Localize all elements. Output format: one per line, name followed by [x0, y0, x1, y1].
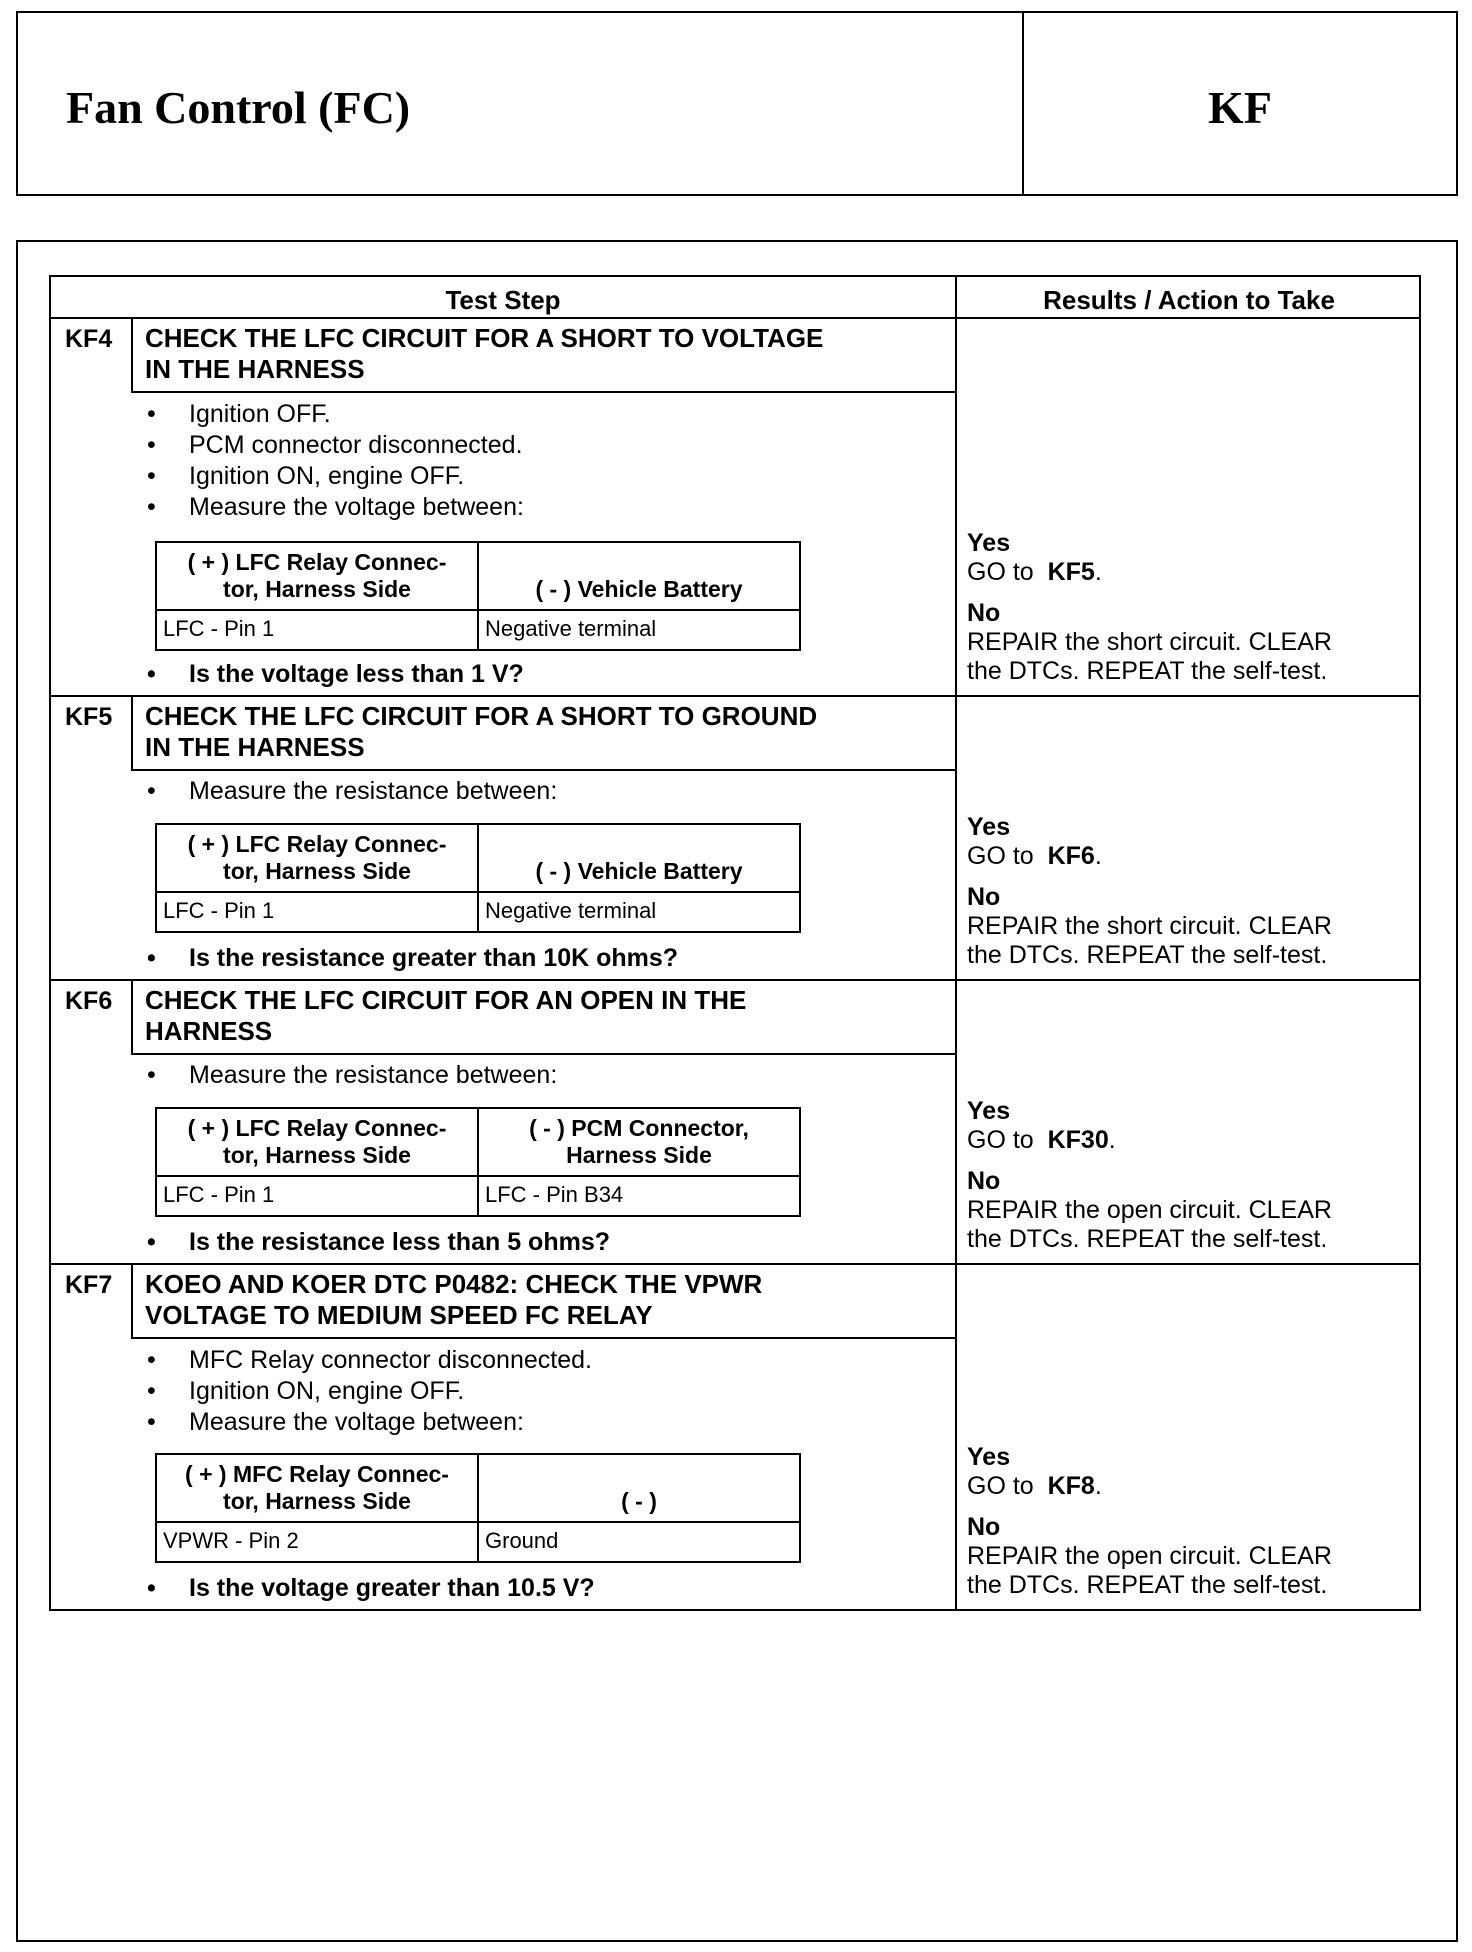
- bullet-item: • Ignition ON, engine OFF.: [147, 462, 465, 490]
- result-no-action: the DTCs. REPEAT the self-test.: [967, 941, 1328, 969]
- meas-value-positive: LFC - Pin 1: [163, 898, 275, 923]
- step-title-line: CHECK THE LFC CIRCUIT FOR AN OPEN IN THE: [145, 985, 747, 1015]
- result-block: [967, 1097, 1332, 1254]
- step-title-line: IN THE HARNESS: [145, 732, 365, 762]
- meas-col-positive: ( + ) LFC Relay Connec- tor, Harness Side: [187, 831, 447, 884]
- result-no-action: REPAIR the open circuit. CLEAR: [967, 1542, 1332, 1570]
- result-no-label: No: [967, 1513, 1001, 1541]
- step-question: • Is the voltage less than 1 V?: [147, 660, 524, 688]
- measurement-table: [155, 1453, 801, 1563]
- bullet-item: • PCM connector disconnected.: [147, 431, 523, 459]
- step-code: KF7: [65, 1271, 113, 1299]
- step-divider: [51, 695, 1419, 697]
- step-question: • Is the resistance less than 5 ohms?: [147, 1228, 610, 1256]
- meas-value-negative: LFC - Pin B34: [485, 1182, 624, 1207]
- result-yes-label: Yes: [967, 813, 1011, 841]
- meas-col-negative: ( - ) Vehicle Battery: [535, 858, 743, 884]
- result-yes-action: GO to KF30.: [967, 1126, 1116, 1154]
- result-no-action: the DTCs. REPEAT the self-test.: [967, 1225, 1328, 1253]
- step-title-line: CHECK THE LFC CIRCUIT FOR A SHORT TO GROUND: [145, 701, 818, 731]
- step-question: • Is the resistance greater than 10K ohms?: [147, 944, 679, 972]
- bullet-item: • Ignition ON, engine OFF.: [147, 1377, 465, 1405]
- meas-col-positive: ( + ) MFC Relay Connec- tor, Harness Side: [185, 1461, 449, 1514]
- result-block: [967, 813, 1332, 970]
- test-step-table: [49, 275, 1421, 1611]
- step-question: • Is the voltage greater than 10.5 V?: [147, 1574, 595, 1602]
- result-no-label: No: [967, 883, 1001, 911]
- result-block: [967, 529, 1332, 686]
- result-yes-action: GO to KF6.: [967, 842, 1102, 870]
- step-title-line: KOEO AND KOER DTC P0482: CHECK THE VPWR: [145, 1269, 763, 1299]
- measurement-table: [155, 823, 801, 933]
- step-code: KF4: [65, 325, 113, 353]
- code-divider: [131, 319, 133, 391]
- step-title-line: IN THE HARNESS: [145, 354, 365, 384]
- result-no-action: the DTCs. REPEAT the self-test.: [967, 657, 1328, 685]
- step-title: [145, 323, 945, 385]
- meas-col-negative: ( - ): [621, 1488, 657, 1514]
- step-divider: [51, 1263, 1419, 1265]
- result-yes-label: Yes: [967, 529, 1011, 557]
- result-yes-action: GO to KF8.: [967, 1472, 1102, 1500]
- meas-value-positive: LFC - Pin 1: [163, 1182, 275, 1207]
- title-divider: [131, 1053, 955, 1055]
- bullet-item: • MFC Relay connector disconnected.: [147, 1346, 592, 1374]
- bullet-item: • Ignition OFF.: [147, 400, 331, 428]
- code-divider: [131, 981, 133, 1053]
- meas-value-negative: Negative terminal: [485, 616, 657, 641]
- meas-col-negative: ( - ) Vehicle Battery: [535, 576, 743, 602]
- measurement-table: [155, 1107, 801, 1217]
- bullet-item: • Measure the voltage between:: [147, 1408, 524, 1436]
- code-divider: [131, 697, 133, 769]
- code-divider: [131, 1265, 133, 1337]
- result-yes-label: Yes: [967, 1443, 1011, 1471]
- page-header: [16, 11, 1458, 196]
- step-title: [145, 701, 945, 763]
- header-row-divider: [51, 317, 1419, 319]
- title-divider: [131, 1337, 955, 1339]
- meas-col-positive: ( + ) LFC Relay Connec- tor, Harness Side: [187, 1115, 447, 1168]
- bullet-item: • Measure the voltage between:: [147, 493, 524, 521]
- meas-col-negative: ( - ) PCM Connector, Harness Side: [529, 1115, 749, 1168]
- meas-value-negative: Negative terminal: [485, 898, 657, 923]
- title-divider: [131, 391, 955, 393]
- page-title: Fan Control (FC): [66, 82, 411, 133]
- title-divider: [131, 769, 955, 771]
- step-divider: [51, 979, 1419, 981]
- step-title: [145, 985, 945, 1047]
- bullet-item: • Measure the resistance between:: [147, 1061, 558, 1089]
- result-no-label: No: [967, 1167, 1001, 1195]
- result-yes-action: GO to KF5.: [967, 558, 1102, 586]
- meas-value-positive: VPWR - Pin 2: [163, 1528, 299, 1553]
- section-code: KF: [1208, 82, 1272, 133]
- bullet-item: • Measure the resistance between:: [147, 777, 558, 805]
- step-title: [145, 1269, 945, 1331]
- step-title-line: VOLTAGE TO MEDIUM SPEED FC RELAY: [145, 1300, 653, 1330]
- result-yes-label: Yes: [967, 1097, 1011, 1125]
- result-no-action: the DTCs. REPEAT the self-test.: [967, 1571, 1328, 1599]
- result-no-action: REPAIR the open circuit. CLEAR: [967, 1196, 1332, 1224]
- result-no-action: REPAIR the short circuit. CLEAR: [967, 628, 1332, 656]
- meas-col-positive: ( + ) LFC Relay Connec- tor, Harness Side: [187, 549, 447, 602]
- step-title-line: HARNESS: [145, 1016, 273, 1046]
- col-header-results: Results / Action to Take: [1043, 285, 1335, 315]
- step-code: KF6: [65, 987, 113, 1015]
- result-block: [967, 1443, 1332, 1600]
- col-header-test-step: Test Step: [445, 285, 561, 315]
- meas-value-negative: Ground: [485, 1528, 559, 1553]
- meas-value-positive: LFC - Pin 1: [163, 616, 275, 641]
- step-title-line: CHECK THE LFC CIRCUIT FOR A SHORT TO VOLTAGE: [145, 323, 824, 353]
- column-divider: [955, 277, 957, 1609]
- step-code: KF5: [65, 703, 113, 731]
- result-no-label: No: [967, 599, 1001, 627]
- measurement-table: [155, 541, 801, 651]
- result-no-action: REPAIR the short circuit. CLEAR: [967, 912, 1332, 940]
